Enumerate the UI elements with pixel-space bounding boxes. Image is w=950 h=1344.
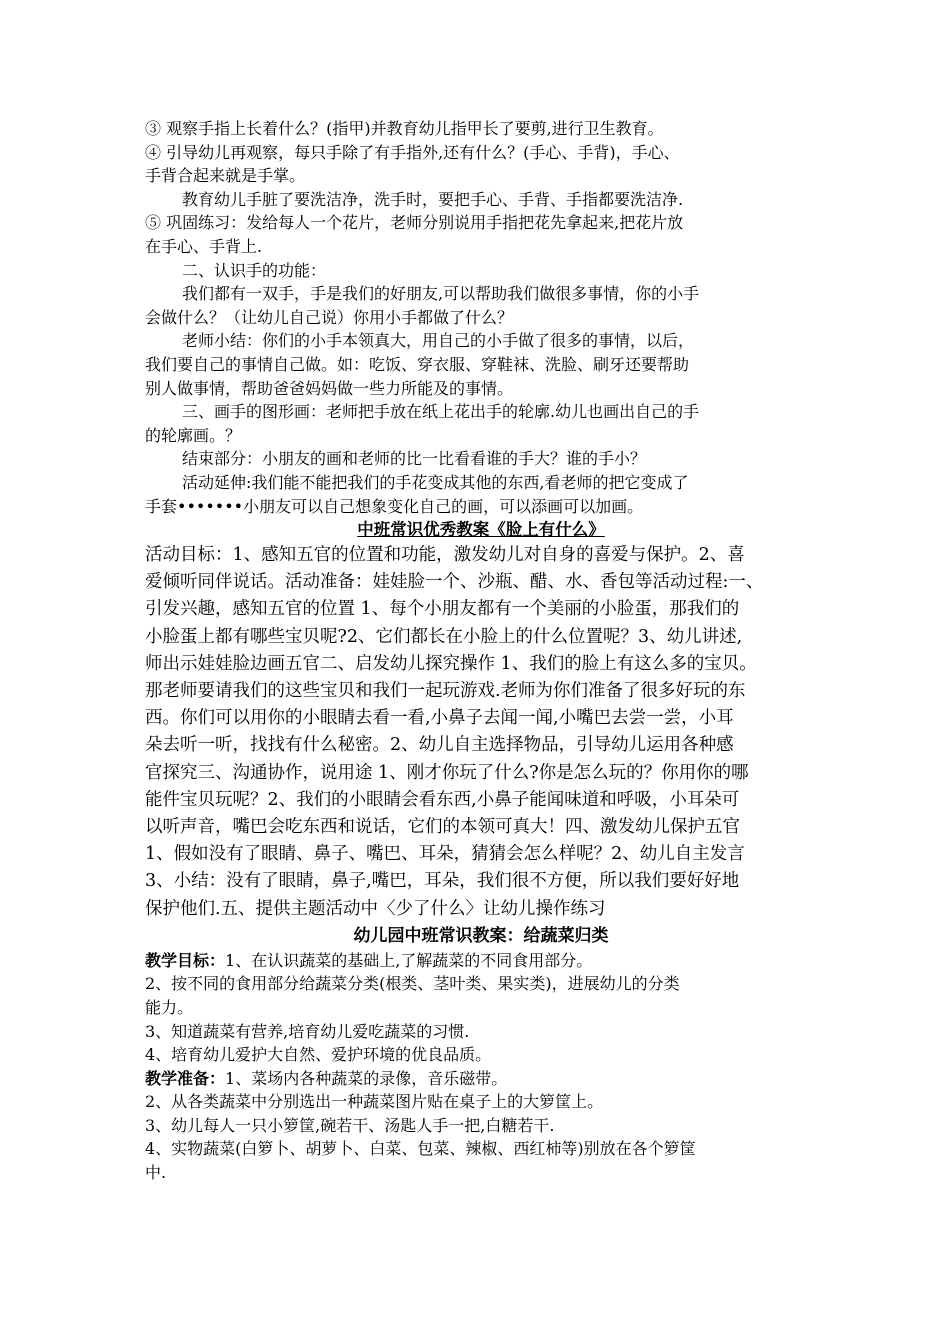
text-line: 手背合起来就是手掌。 (145, 166, 306, 186)
goal-label: 教学目标： (145, 950, 226, 970)
text-line: 老师小结：你们的小手本领真大，用自己的小手做了很多的事情，以后， (182, 331, 695, 351)
text-line: 那老师要请我们的这些宝贝和我们一起玩游戏.老师为你们准备了很多好玩的东 (145, 681, 746, 702)
document-page (145, 117, 817, 1185)
text-line: 3、幼儿每人一只小箩筐,碗若干、汤匙人手一把,白糖若干. (145, 1115, 555, 1135)
text-line: 结束部分：小朋友的画和老师的比一比看看谁的手大？谁的手小？ (182, 449, 647, 469)
text-line: 西。你们可以用你的小眼睛去看一看,小鼻子去闻一闻,小嘴巴去尝一尝，小耳 (145, 708, 734, 729)
text-line: 以听声音，嘴巴会吃东西和说话，它们的本领可真大！四、激发幼儿保护五官 (145, 816, 740, 837)
text-line: ⑤ 巩固练习：发给每人一个花片，老师分别说用手指把花先拿起来,把花片放 (145, 213, 684, 233)
text-line: 朵去听一听，找找有什么秘密。2、幼儿自主选择物品，引导幼儿运用各种感 (145, 735, 734, 756)
prep-text: 1、菜场内各种蔬菜的录像，音乐磁带。 (225, 1068, 508, 1088)
text-line: 活动目标：1、感知五官的位置和功能，激发幼儿对自身的喜爱与保护。2、喜 (145, 545, 745, 566)
text-line: ③ 观察手指上长着什么？(指甲)并教育幼儿指甲长了要剪,进行卫生教育。 (145, 119, 664, 138)
text-line: 4、培育幼儿爱护大自然、爱护环境的优良品质。 (145, 1045, 492, 1065)
text-line: 引发兴趣，感知五官的位置 1、每个小朋友都有一个美丽的小脸蛋，那我们的 (145, 599, 740, 620)
text-line: 会做什么？（让幼儿自己说）你用小手都做了什么？ (145, 307, 514, 327)
section-hand-lesson (145, 117, 817, 518)
text-line: 保护他们.五、提供主题活动中〈少了什么〉让幼儿操作练习 (145, 898, 606, 919)
text-line: 3、小结：没有了眼睛，鼻子,嘴巴，耳朵，我们很不方便，所以我们要好好地 (145, 871, 740, 892)
text-line: 活动延伸:我们能不能把我们的手花变成其他的东西,看老师的把它变成了 (182, 472, 689, 492)
text-line: 能力。 (145, 997, 194, 1017)
text-line: 官探究三、沟通协作，说用途 1、刚才你玩了什么?你是怎么玩的？你用你的哪 (145, 762, 749, 783)
text-line: 在手心、手背上. (145, 236, 263, 256)
text-line: 4、实物蔬菜(白箩卜、胡萝卜、白菜、包菜、辣椒、西红柿等)别放在各个箩筐 (145, 1139, 696, 1159)
section-face-lesson (145, 518, 817, 923)
text-line: 能件宝贝玩呢？2、我们的小眼睛会看东西,小鼻子能闻味道和呼吸，小耳朵可 (145, 789, 740, 810)
prep-label: 教学准备： (145, 1068, 226, 1088)
text-line: 1、假如没有了眼睛、鼻子、嘴巴、耳朵，猜猜会怎么样呢？2、幼儿自主发言 (145, 844, 745, 865)
text-line (145, 1067, 817, 1091)
text-line: 师出示娃娃脸边画五官二、启发幼儿探究操作 1、我们的脸上有这么多的宝贝。 (145, 653, 757, 674)
text-line: 中. (145, 1163, 167, 1183)
text-line: 别人做事情，帮助爸爸妈妈做一些力所能及的事情。 (145, 378, 514, 398)
text-line: 爱倾听同伴说话。活动准备：娃娃脸一个、沙瓶、醋、水、香包等活动过程:一、 (145, 572, 764, 593)
section-title: 中班常识优秀教案《脸上有什么》 (357, 520, 605, 540)
text-line: 教育幼儿手脏了要洗洁净，洗手时，要把手心、手背、手指都要洗洁净. (182, 189, 684, 209)
text-line: 3、知道蔬菜有营养,培育幼儿爱吃蔬菜的习惯. (145, 1021, 470, 1041)
text-line: 二、认识手的功能： (182, 260, 327, 280)
goal-text: 1、在认识蔬菜的基础上,了解蔬菜的不同食用部分。 (225, 950, 593, 970)
text-line (145, 949, 817, 973)
text-line: 2、按不同的食用部分给蔬菜分类(根类、茎叶类、果实类)，进展幼儿的分类 (145, 974, 680, 994)
text-line: ④ 引导幼儿再观察，每只手除了有手指外,还有什么？(手心、手背)，手心、 (145, 142, 680, 162)
text-line: 小脸蛋上都有哪些宝贝呢?2、它们都长在小脸上的什么位置呢？3、幼儿讲述, (145, 626, 743, 647)
text-line: 我们要自己的事情自己做。如：吃饭、穿衣服、穿鞋袜、洗脸、刷牙还要帮助 (145, 354, 690, 374)
text-line: 三、画手的图形画：老师把手放在纸上花出手的轮廓.幼儿也画出自己的手 (182, 402, 700, 422)
text-line: 手套•••••••小朋友可以自己想象变化自己的画，可以添画可以加画。 (145, 496, 644, 516)
text-line: 我们都有一双手，手是我们的好朋友,可以帮助我们做很多事情，你的小手 (182, 284, 700, 304)
section-title: 幼儿园中班常识教案：给蔬菜归类 (353, 925, 609, 946)
text-line: 的轮廓画。？ (145, 425, 242, 445)
section-vegetable-lesson (145, 923, 817, 1185)
text-line: 2、从各类蔬菜中分别选出一种蔬菜图片贴在桌子上的大箩筐上。 (145, 1092, 604, 1112)
